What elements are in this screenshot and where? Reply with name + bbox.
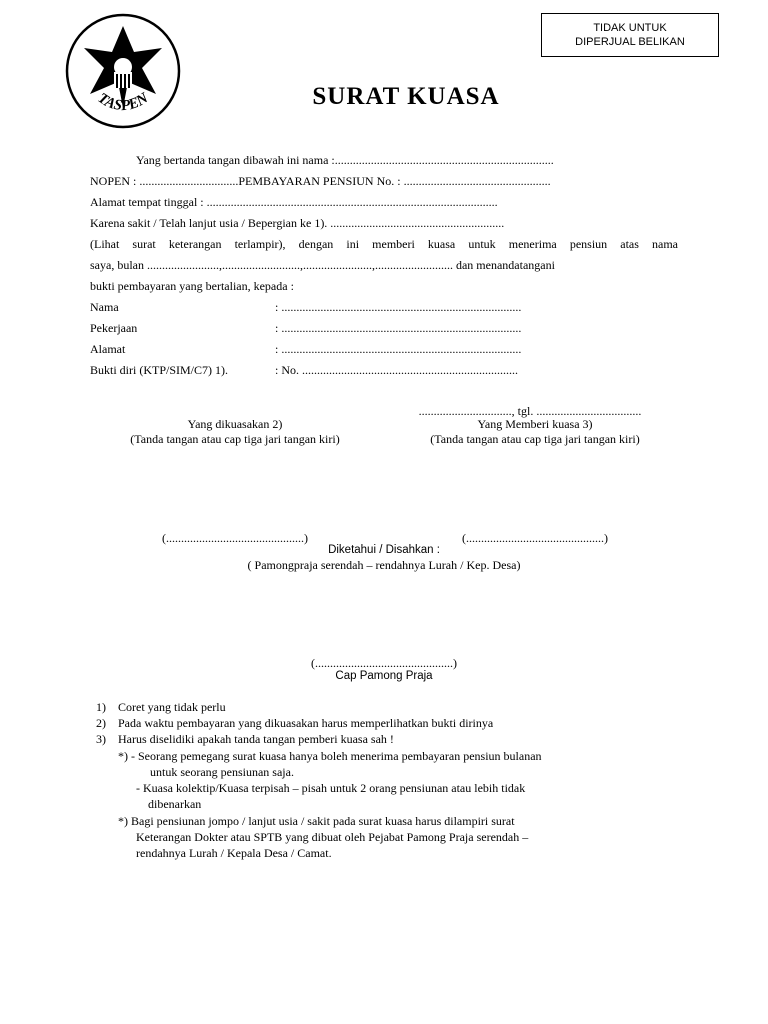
sub-note-1b: untuk seorang pensiunan saja. <box>150 765 294 779</box>
body-line-address: Alamat tempat tinggal : ................................................................................................. <box>90 195 498 209</box>
sign-left-note: (Tanda tangan atau cap tiga jari tangan kiri) <box>130 432 340 446</box>
note-3: Harus diselidiki apakah tanda tangan pemberi kuasa sah ! <box>118 732 394 746</box>
stamp-line-2: DIPERJUAL BELIKAN <box>575 36 685 48</box>
sign-right-title: Yang Memberi kuasa 3) <box>477 417 593 431</box>
approval-caption: Cap Pamong Praja <box>335 670 433 682</box>
approval-blank: (..............................................) <box>311 656 457 670</box>
body-line-authorize: (Lihat surat keterangan terlampir), dengan ini memberi kuasa untuk menerima pensiun atas nama <box>90 237 678 251</box>
note-1-number: 1) <box>96 700 106 714</box>
field-label: Bukti diri (KTP/SIM/C7) 1). <box>90 363 229 377</box>
body-line-name: Yang bertanda tangan dibawah ini nama :......................................................................... <box>136 153 554 167</box>
field-value: : ................................................................................ <box>275 342 522 356</box>
body-line-reason: Karena sakit / Telah lanjut usia / Bepergian ke 1). .......................................................... <box>90 216 505 230</box>
sub-note-2b: dibenarkan <box>148 797 202 811</box>
sub-note-3c: rendahnya Lurah / Kepala Desa / Camat. <box>136 846 332 860</box>
body-line-months: saya, bulan ........................,..........................,.......................,.......................... dan menandatangani <box>90 258 555 272</box>
nopen-label: NOPEN : ................................. <box>90 174 239 188</box>
document-title: SURAT KUASA <box>312 83 500 110</box>
stamp-line-1: TIDAK UNTUK <box>593 22 667 34</box>
field-label: Pekerjaan <box>90 321 138 335</box>
note-2: Pada waktu pembayaran yang dikuasakan harus memperlihatkan bukti dirinya <box>118 716 494 730</box>
note-1: Coret yang tidak perlu <box>118 700 226 714</box>
sub-note-3a: *) Bagi pensiunan jompo / lanjut usia / sakit pada surat kuasa harus dilampiri surat <box>118 814 515 828</box>
field-value: : ................................................................................ <box>275 321 522 335</box>
body-line-receipt: bukti pembayaran yang bertalian, kepada : <box>90 279 294 293</box>
sub-note-1a: *) - Seorang pemegang surat kuasa hanya boleh menerima pembayaran pensiun bulanan <box>118 749 542 763</box>
note-3-number: 3) <box>96 732 106 746</box>
pension-payment-label: PEMBAYARAN PENSIUN No. : ................................................. <box>238 174 551 188</box>
field-value: : No. ........................................................................ <box>275 363 518 377</box>
field-label: Alamat <box>90 342 126 356</box>
field-value: : ................................................................................ <box>275 300 522 314</box>
sub-note-3b: Keterangan Dokter atau SPTB yang dibuat oleh Pejabat Pamong Praja serendah – <box>136 830 529 844</box>
sign-left-blank: (..............................................) <box>162 531 308 545</box>
sign-right-note: (Tanda tangan atau cap tiga jari tangan kiri) <box>430 432 640 446</box>
date-line: ..............................., tgl. ................................... <box>418 404 642 418</box>
sign-right-blank: (..............................................) <box>462 531 608 545</box>
note-2-number: 2) <box>96 716 106 730</box>
sign-left-title: Yang dikuasakan 2) <box>187 417 283 431</box>
sub-note-2a: - Kuasa kolektip/Kuasa terpisah – pisah untuk 2 orang pensiunan atau lebih tidak <box>136 781 526 795</box>
field-label: Nama <box>90 300 119 314</box>
logo-text: TASPEN <box>94 90 152 115</box>
approval-title: Diketahui / Disahkan : <box>328 544 440 556</box>
approval-sub: ( Pamongpraja serendah – rendahnya Lurah / Kep. Desa) <box>247 558 521 572</box>
